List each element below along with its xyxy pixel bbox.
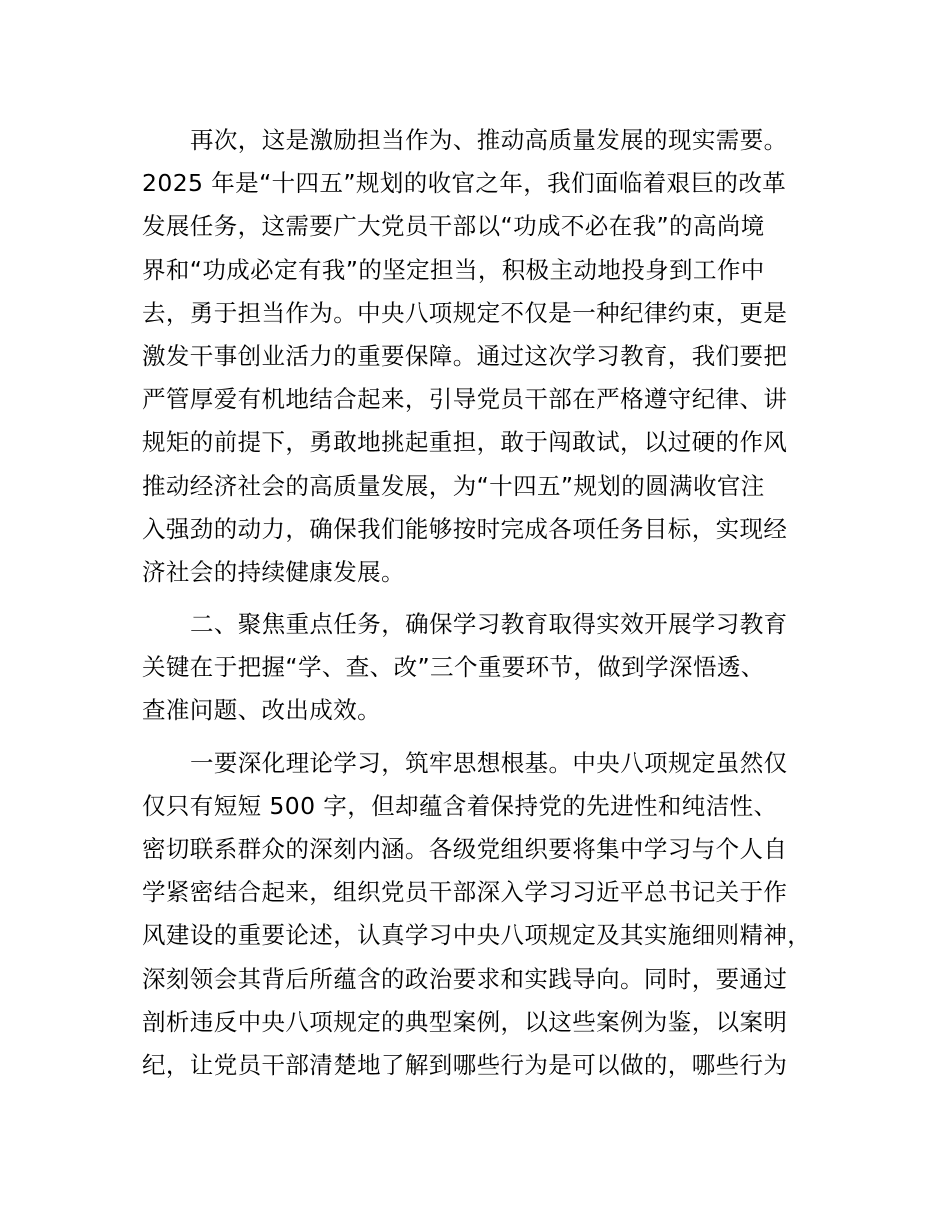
text-line: 深刻领会其背后所蕴含的政治要求和实践导向。同时，要通过 xyxy=(142,964,788,993)
document-body xyxy=(142,119,842,1087)
text-line: 查准问题、改出成效。 xyxy=(142,696,381,725)
text-line: 二、聚焦重点任务，确保学习教育取得实效开展学习教育 xyxy=(190,610,788,639)
text-line: 界和“功成必定有我”的坚定担当，积极主动地投身到工作中 xyxy=(142,255,765,284)
text-line: 推动经济社会的高质量发展，为“十四五”规划的圆满收官注 xyxy=(142,471,765,500)
text-line: 纪，让党员干部清楚地了解到哪些行为是可以做的，哪些行为 xyxy=(142,1050,788,1079)
text-line: 剖析违反中央八项规定的典型案例，以这些案例为鉴，以案明 xyxy=(142,1007,788,1036)
paragraph-2 xyxy=(142,603,842,733)
paragraph-3 xyxy=(142,742,842,1088)
text-line: 去，勇于担当作为。中央八项规定不仅是一种纪律约束，更是 xyxy=(142,298,788,327)
text-line: 严管厚爱有机地结合起来，引导党员干部在严格遵守纪律、讲 xyxy=(142,385,788,414)
text-line: 仅只有短短 500 字，但却蕴含着保持党的先进性和纯洁性、 xyxy=(142,791,778,820)
paragraph-1 xyxy=(142,119,842,594)
text-line: 再次，这是激励担当作为、推动高质量发展的现实需要。 xyxy=(190,126,788,154)
text-line: 关键在于把握“学、查、改”三个重要环节，做到学深悟透、 xyxy=(142,653,765,682)
text-line: 风建设的重要论述，认真学习中央八项规定及其实施细则精神， xyxy=(142,921,812,950)
text-line: 激发干事创业活力的重要保障。通过这次学习教育，我们要把 xyxy=(142,341,788,370)
text-line: 发展任务，这需要广大党员干部以“功成不必在我”的高尚境 xyxy=(142,212,765,241)
text-line: 学紧密结合起来，组织党员干部深入学习习近平总书记关于作 xyxy=(142,878,788,907)
text-line: 规矩的前提下，勇敢地挑起重担，敢于闯敢试，以过硬的作风 xyxy=(142,428,788,457)
text-line: 济社会的持续健康发展。 xyxy=(142,557,405,586)
text-line: 密切联系群众的深刻内涵。各级党组织要将集中学习与个人自 xyxy=(142,835,788,863)
text-line: 2025 年是“十四五”规划的收官之年，我们面临着艰巨的改革 xyxy=(142,169,787,198)
text-line: 入强劲的动力，确保我们能够按时完成各项任务目标，实现经 xyxy=(142,514,788,543)
text-line: 一要深化理论学习，筑牢思想根基。中央八项规定虽然仅 xyxy=(190,748,788,777)
